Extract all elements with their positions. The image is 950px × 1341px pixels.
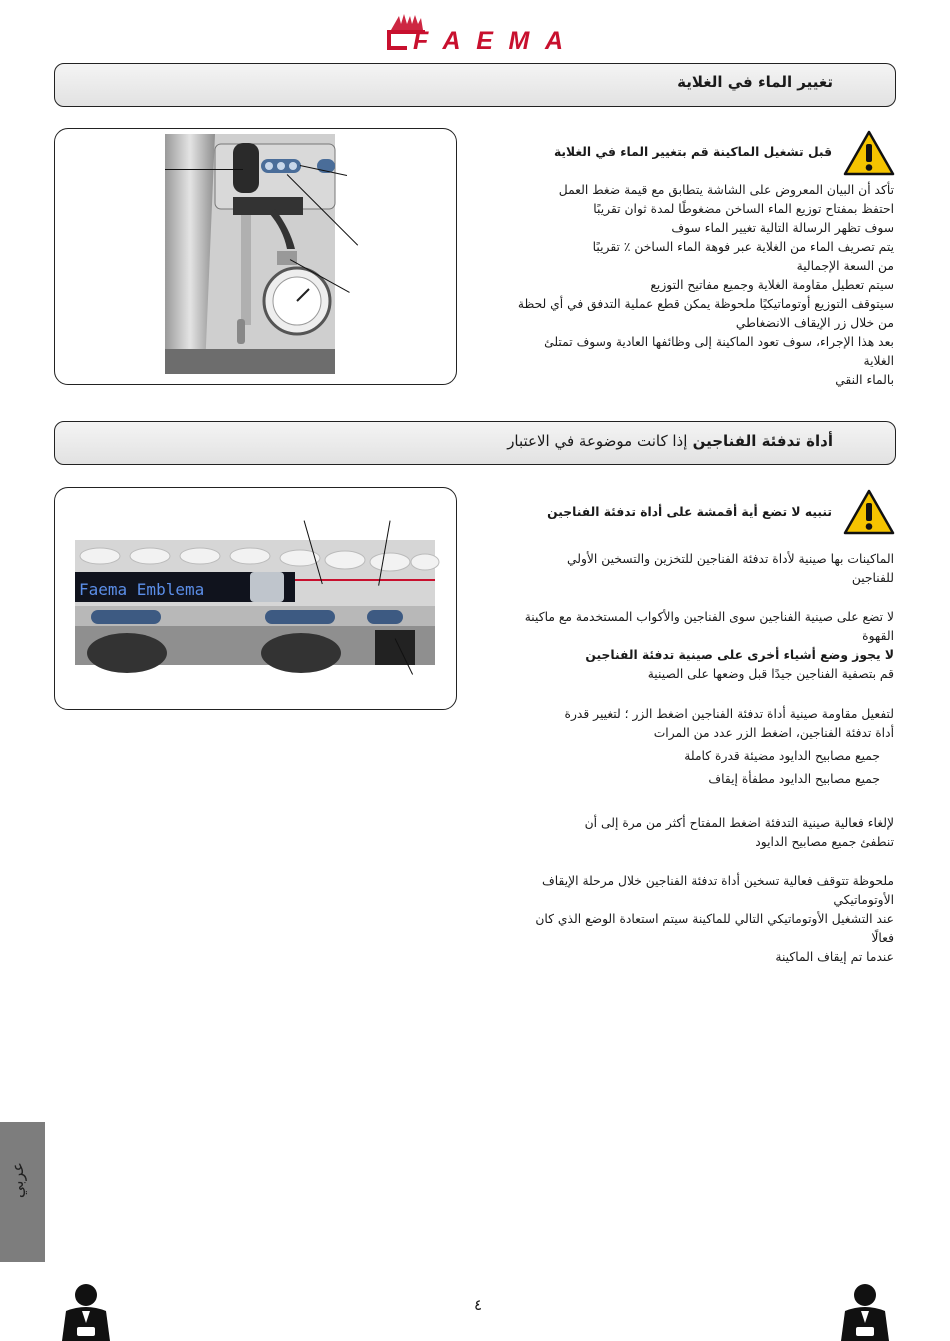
cup-warmer-rules bbox=[510, 608, 894, 684]
paragraph-line: أداة تدفئة الفناجين، اضغط الزر عدد من المرات bbox=[653, 726, 894, 740]
section-title-bold: أداة تدفئة الفناجين bbox=[692, 432, 833, 450]
paragraph-line: الأوتوماتيكي bbox=[833, 893, 894, 907]
section-title: تغيير الماء في الغلاية bbox=[677, 73, 833, 91]
paragraph-line: تنطفئ جميع مصابيح الدايود bbox=[755, 835, 894, 849]
bullet-item: جميع مصابيح الدايود مضيئة قدرة كاملة bbox=[684, 749, 880, 763]
paragraph-line: الماكينات بها صينية لأداة تدفئة الفناجين للتخزين والتسخين الأولي bbox=[566, 552, 894, 566]
instruction-line: من السعة الإجمالية bbox=[796, 259, 894, 273]
bold-warning-line: لا يجوز وضع أشياء أخرى على صينية تدفئة الفناجين bbox=[585, 648, 894, 662]
section-header-cup-warmer bbox=[54, 421, 896, 465]
paragraph-line: للفناجين bbox=[851, 571, 894, 585]
section-title-normal: إذا كانت موضوعة في الاعتبار bbox=[507, 432, 688, 450]
paragraph-line: لتفعيل مقاومة صينية أداة تدفئة الفناجين اضغط الزر ؛ لتغيير قدرة bbox=[564, 707, 894, 721]
instruction-line: بالماء النقي bbox=[835, 373, 894, 387]
machine-top-drawing bbox=[55, 488, 456, 709]
deactivate-instructions bbox=[510, 814, 894, 852]
paragraph-line: عندما تم إيقاف الماكينة bbox=[775, 950, 894, 964]
activate-instructions bbox=[510, 705, 894, 743]
brand-wordmark: FAEMA bbox=[413, 27, 563, 54]
section-header-boiler-water bbox=[54, 63, 896, 107]
instruction-line: سيتم تعطيل مقاومة الغلاية وجميع مفاتيح التوزيع bbox=[650, 278, 894, 292]
instruction-line: بعد هذا الإجراء، سوف تعود الماكينة إلى وظائفها العادية وسوف تمتلئ الغلاية bbox=[544, 335, 894, 368]
callout-line bbox=[165, 169, 243, 170]
boiler-instructions bbox=[510, 181, 894, 390]
instruction-line: احتفظ بمفتاح توزيع الماء الساخن مضغوطًا لمدة ثوان تقريبًا bbox=[593, 202, 894, 216]
paragraph-line: عند التشغيل الأوتوماتيكي التالي للماكينة سيتم استعادة الوضع الذي كان فعالًا bbox=[535, 912, 894, 945]
cup-warmer-intro bbox=[510, 550, 894, 588]
faema-logo bbox=[385, 12, 567, 54]
warning-title: تنبيه لا تضع أية أقمشة على أداة تدفئة الفناجين bbox=[547, 505, 832, 519]
section-title bbox=[507, 432, 833, 450]
led-bullets bbox=[520, 747, 880, 789]
warning-icon bbox=[843, 130, 895, 176]
cup-warmer-button bbox=[367, 610, 403, 624]
instruction-line: يتم تصريف الماء من الغلاية عبر فوهة الماء الساخن ٪ تقريبًا bbox=[592, 240, 894, 254]
warning-title: قبل تشغيل الماكينة قم بتغيير الماء في الغلاية bbox=[553, 145, 832, 159]
warning-icon bbox=[843, 489, 895, 535]
paragraph-line: قم بتصفية الفناجين جيدًا قبل وضعها على الصينية bbox=[647, 667, 894, 681]
paragraph-line: لإلغاء فعالية صينية التدفئة اضغط المفتاح أكثر من مرة إلى أن bbox=[584, 816, 894, 830]
paragraph-line: لا تضع على صينية الفناجين سوى الفناجين والأكواب المستخدمة مع ماكينة bbox=[524, 610, 894, 624]
page-number: ٤ bbox=[474, 1296, 483, 1314]
cup-warmer-illustration bbox=[54, 487, 457, 710]
display-text: Faema Emblema bbox=[79, 580, 205, 599]
button-panel bbox=[265, 610, 335, 624]
paragraph-line: القهوة bbox=[862, 629, 894, 643]
paragraph-line: ملحوظة تتوقف فعالية تسخين أداة تدفئة الفناجين خلال مرحلة الإيقاف bbox=[541, 874, 894, 888]
instruction-line: من خلال زر الإيقاف الانضغاطي bbox=[735, 316, 894, 330]
language-label: عربي bbox=[8, 1162, 27, 1199]
instruction-line: سيتوقف التوزيع أوتوماتيكيًا ملحوظة يمكن قطع عملية التدفق في أي لحظة bbox=[517, 297, 894, 311]
button-panel bbox=[91, 610, 161, 624]
barista-mascot-icon bbox=[835, 1283, 895, 1341]
instruction-line: تأكد أن البيان المعروض على الشاشة يتطابق مع قيمة ضغط العمل bbox=[558, 183, 894, 197]
instruction-line: سوف تظهر الرسالة التالية تغيير الماء سوف bbox=[671, 221, 894, 235]
barista-mascot-icon bbox=[56, 1283, 116, 1341]
language-side-tab bbox=[0, 1122, 45, 1262]
machine-group-drawing bbox=[55, 129, 456, 384]
machine-boiler-illustration bbox=[54, 128, 457, 385]
bullet-item: جميع مصابيح الدايود مطفأة إيقاف bbox=[708, 772, 880, 786]
auto-off-note bbox=[510, 872, 894, 967]
